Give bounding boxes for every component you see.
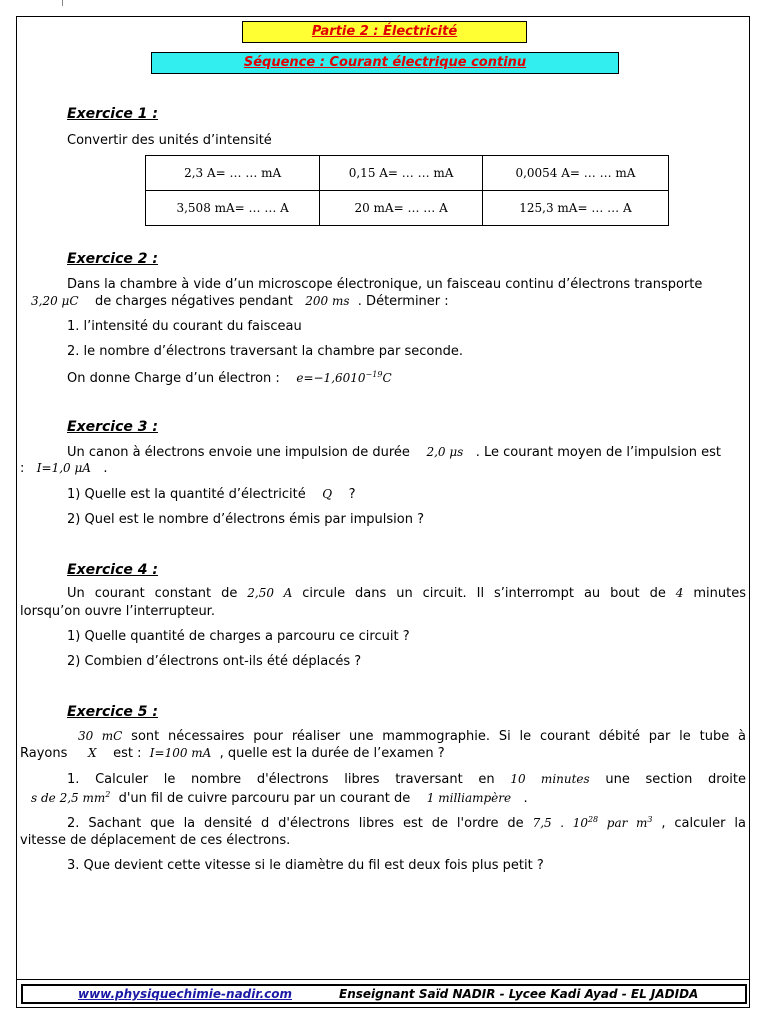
electron-density-unit-exponent: 3 [647,815,653,824]
exercise-5-heading: Exercice 5 : [67,704,158,720]
exercise-4-question-1: 1) Quelle quantité de charges a parcouru ce circuit ? [67,629,410,644]
exercise-5-question-2-line-2: vitesse de déplacement de ces électrons. [20,833,291,848]
footer-separator [16,979,750,980]
exercise-3-dot: . [103,461,108,476]
sequence-title: Séquence : Courant électrique continu [151,52,619,74]
electron-charge-exponent: −19 [365,370,383,379]
exercise-2-given [67,370,392,386]
electron-charge-unit: C [382,371,392,385]
exercise-2-question-1: 1. l’intensité du courant du faisceau [67,319,302,334]
exercise-3-q1-mark: ? [348,487,356,502]
table-row [146,191,669,226]
charge-value: 3,20 μC [31,294,79,308]
exercise-4-text-b: circule dans un circuit. Il s’interrompt au bout de [302,586,666,601]
exercise-5-text-a: sont nécessaires pour réaliser une mammographie. Si le courant débité par le tube à [131,729,746,744]
exercise-3-question-1 [67,487,356,502]
electron-density-mantissa: 7,5 . 10 [532,816,588,830]
exercise-5-text-b: est : [113,746,142,761]
exercise-3-question-2: 2) Quel est le nombre d’électrons émis par impulsion ? [67,512,424,527]
exercise-2-line-2 [31,294,449,309]
exercise-4-heading: Exercice 4 : [67,562,158,578]
tube-current: I=100 mA [149,746,212,760]
teacher-credit: Enseignant Saïd NADIR - Lycee Kadi Ayad - EL JADIDA [339,987,699,1001]
part-title: Partie 2 : Électricité [242,21,527,43]
exercise-1-intro: Convertir des unités d’intensité [67,133,272,148]
exercise-3-text-a: Un canon à électrons envoie une impulsion de durée [67,445,410,460]
table-cell: 0,15 A= … … mA [320,156,483,191]
exercise-1-heading: Exercice 1 : [67,106,158,122]
exercise-3-line-2 [20,461,108,476]
table-cell: 3,508 mA= … … A [146,191,320,226]
electron-density-unit: par m [606,816,648,830]
exercise-2-end-text: . Déterminer : [357,294,449,309]
footer [21,984,747,1004]
mammography-charge: 30 mC [78,729,123,743]
exercise-3-text-b: . Le courant moyen de l’impulsion est [475,445,722,460]
minutes-value: 4 [675,586,684,600]
exercise-5-line-1 [78,729,746,744]
exercise-5-question-3: 3. Que devient cette vitesse si le diamètre du fil est deux fois plus petit ? [67,858,544,873]
exercise-4-line-2: lorsqu’on ouvre l’interrupteur. [20,604,215,619]
table-cell: 2,3 A= … … mA [146,156,320,191]
exercise-4-text-a: Un courant constant de [67,586,238,601]
charge-symbol: Q [322,487,333,501]
table-cell: 20 mA= … … A [320,191,483,226]
given-label: On donne Charge d’un électron : [67,371,280,386]
exercise-5-q1-text-a: 1. Calculer le nombre d'électrons libres traversant en [67,772,495,787]
section-area-value: s de 2,5 mm [31,791,106,805]
table-cell: 125,3 mA= … … A [482,191,668,226]
exercise-4-line-1 [67,586,746,601]
constant-current: 2,50 A [247,586,293,600]
exercise-5-question-1-line-1 [67,772,746,787]
exercise-4-question-2: 2) Combien d’électrons ont-ils été déplacés ? [67,654,362,669]
electron-charge-mantissa: e=−1,6010 [296,371,366,385]
pulse-current: I=1,0 μA [36,461,91,475]
wire-current: 1 milliampère [426,791,512,805]
exercise-4-text-c: minutes [693,586,746,601]
electron-density [533,816,653,830]
table-cell: 0,0054 A= … … mA [482,156,668,191]
exercise-5-q2-text-c: calculer la [674,816,746,831]
exercise-5-line-2 [20,746,445,761]
x-ray-symbol: X [88,746,97,760]
exercise-2-line-1: Dans la chambre à vide d’un microscope électronique, un faisceau continu d’électrons transporte [67,277,703,292]
exercise-5-question-2-line-1 [67,815,746,831]
exercise-5-text-c: , quelle est la durée de l’examen ? [219,746,445,761]
exercise-3-heading: Exercice 3 : [67,419,158,435]
exercise-5-question-1-line-2 [31,790,528,806]
pulse-duration: 2,0 μs [426,445,464,459]
duration-minutes: 10 minutes [510,772,590,786]
exercise-2-mid-text: de charges négatives pendant [95,294,293,309]
exercise-5-q1-dot: . [523,791,528,806]
electron-charge [296,371,391,385]
exercise-5-q1-text-b: une section droite [605,772,746,787]
section-area-exponent: 2 [105,790,111,799]
table-row [146,156,669,191]
exercise-5-q1-text-c: d'un fil de cuivre parcouru par un courant de [118,791,411,806]
exercise-5-q2-text-a: 2. Sachant que la densité d d'électrons libres est de l'ordre de [67,816,524,831]
exercise-5-rayons: Rayons [20,746,68,761]
exercise-5-q2-comma: , [661,816,666,831]
section-area [31,791,110,805]
top-edge-mark [62,0,63,6]
exercise-3-line-1 [67,445,721,460]
duration-value: 200 ms [305,294,350,308]
conversion-table [145,155,669,226]
exercise-2-heading: Exercice 2 : [67,251,158,267]
exercise-2-question-2: 2. le nombre d’électrons traversant la chambre par seconde. [67,344,463,359]
exercise-3-colon: : [20,461,25,476]
exercise-3-q1-text: 1) Quelle est la quantité d’électricité [67,487,306,502]
electron-density-exponent: 28 [587,815,599,824]
website-link[interactable]: www.physiquechimie-nadir.com [78,987,293,1001]
